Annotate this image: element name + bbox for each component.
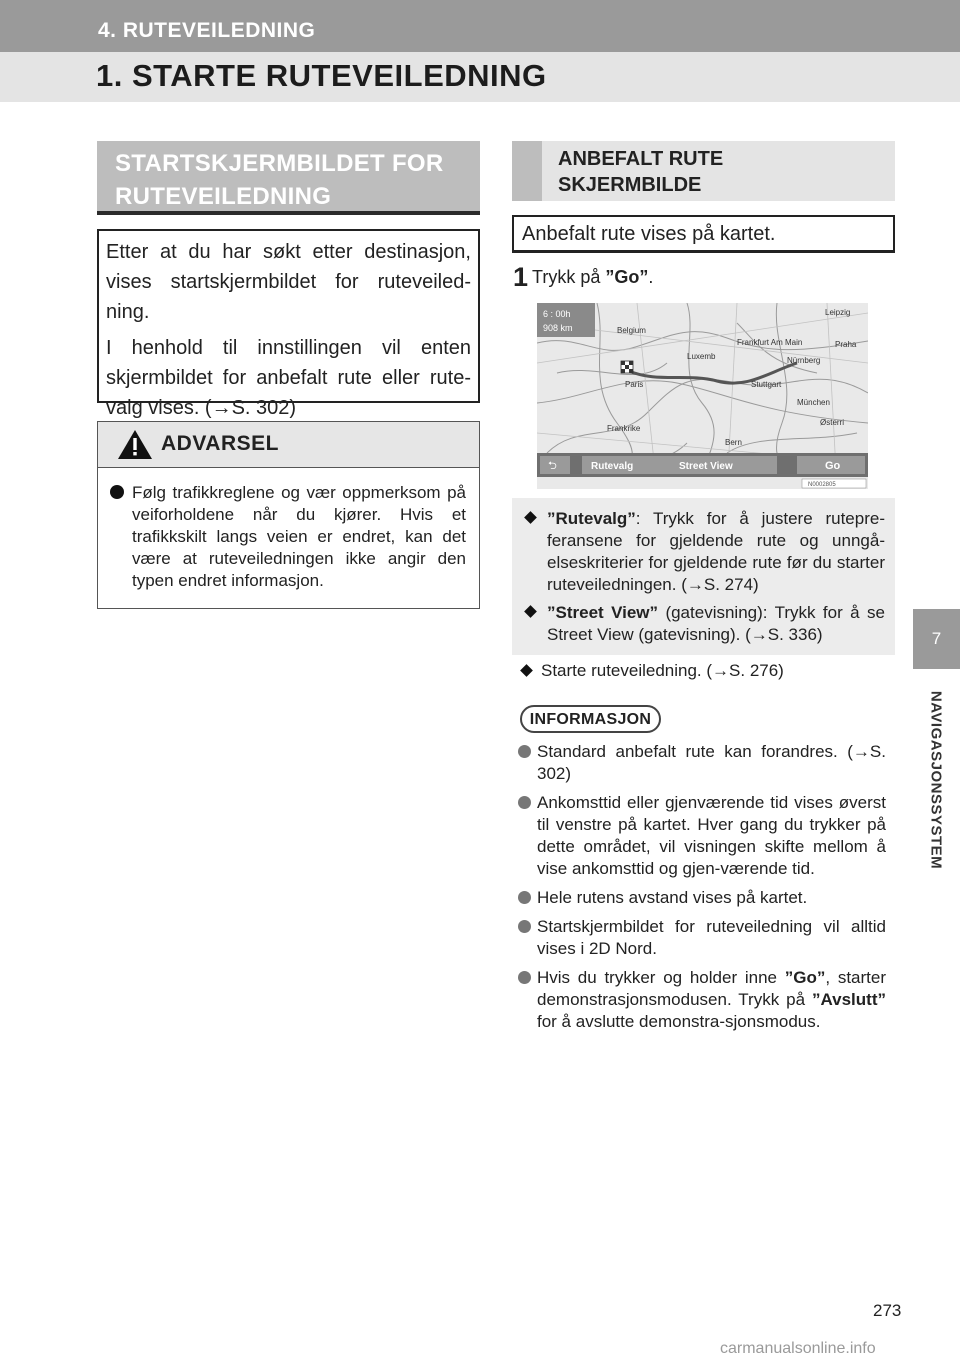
- chapter-label: NAVIGASJONSSYSTEM: [927, 690, 945, 870]
- step-1: [513, 262, 653, 293]
- map-city-label: Belgium: [617, 326, 646, 335]
- left-heading-bar: [97, 141, 480, 215]
- info-tag: INFORMASJON: [520, 705, 661, 733]
- page-title: 1. STARTE RUTEVEILEDNING: [96, 58, 547, 93]
- warning-box: [97, 421, 480, 609]
- map-city-label: Østerri: [820, 418, 844, 427]
- map-rutevalg-label: Rutevalg: [591, 461, 634, 472]
- map-city-label: Frankrike: [607, 424, 641, 433]
- info-list: [518, 741, 886, 1040]
- page-title-bar: [0, 52, 960, 102]
- info-bullet-icon: [518, 891, 531, 904]
- rutevalg-description: [522, 508, 885, 596]
- map-city-label: Leipzig: [825, 308, 851, 317]
- info-item: [518, 967, 886, 1033]
- intro-paragraph-1: Etter at du har søkt etter destinasjon, vises startskjermbildet for ruteveiled-ning.: [106, 241, 471, 323]
- figure-code: N0002805: [808, 482, 836, 488]
- step-text: Trykk på: [532, 267, 606, 287]
- step-go-label: ”Go”: [605, 267, 649, 287]
- navigation-map-screenshot: [537, 303, 868, 489]
- start-guidance-text: Starte ruteveiledning. (→S. 276): [541, 661, 784, 680]
- diamond-bullet-icon: [524, 605, 537, 618]
- start-guidance-line: [518, 660, 784, 682]
- warning-text: Følg trafikkreglene og vær oppmerksom på veiforholdene når du kjører. Hvis et trafikkskilt langs veien er endret, kan det være at ruteveiledningen ikke angir den typen endret informasjon.: [132, 483, 466, 590]
- info-item: [518, 792, 886, 880]
- info-bullet-icon: [518, 971, 531, 984]
- map-time: 6 : 00h: [543, 309, 571, 319]
- street-view-term: ”Street View”: [547, 603, 659, 622]
- button-description-box: [512, 498, 895, 655]
- info-text: Ankomsttid eller gjenværende tid vises øverst til venstre på kartet. Hver gang du trykker på dette området, vil visningen skifte mellom å vise ankomsttid og gjen-værende tid.: [537, 793, 886, 878]
- destination-flag-icon: [621, 361, 633, 373]
- watermark: carmanualsonline.info: [720, 1340, 876, 1357]
- map-distance: 908 km: [543, 323, 573, 333]
- map-city-label: Praha: [835, 340, 857, 349]
- diamond-bullet-icon: [520, 664, 533, 677]
- info-bullet-icon: [518, 745, 531, 758]
- map-city-label: Nürnberg: [787, 356, 821, 365]
- chapter-number-tab: 7: [913, 609, 960, 669]
- bullet-dot-icon: [110, 485, 124, 499]
- info-item: [518, 916, 886, 960]
- page-number: 273: [873, 1301, 902, 1320]
- map-city-label: Frankfurt Am Main: [737, 338, 803, 347]
- info-text: Startskjermbildet for ruteveiledning vil alltid vises i 2D Nord.: [537, 917, 886, 958]
- warning-header: [98, 422, 479, 468]
- rutevalg-term: ”Rutevalg”: [547, 509, 636, 528]
- map-city-label: Paris: [625, 380, 644, 389]
- intro-box: [97, 229, 480, 419]
- map-city-label: Bern: [725, 438, 742, 447]
- map-city-label: München: [797, 398, 830, 407]
- info-text: Standard anbefalt rute kan forandres. (→S. 302): [537, 742, 886, 783]
- step-text-end: .: [648, 267, 654, 287]
- rutevalg-text: : Trykk for å justere rutepre-feransene for gjeldende rute og unngå-elseskriterier for gjeldende rute før du starter ruteveiledningen. (→S. 274): [547, 509, 885, 594]
- warning-title: ADVARSEL: [161, 432, 279, 455]
- left-heading-line1: STARTSKJERMBILDET FOR: [115, 150, 444, 177]
- info-text: Hele rutens avstand vises på kartet.: [537, 888, 808, 907]
- warning-triangle-icon: [117, 429, 153, 460]
- recommended-route-box: Anbefalt rute vises på kartet.: [512, 215, 895, 253]
- warning-body: [98, 468, 479, 592]
- diamond-bullet-icon: [524, 511, 537, 524]
- left-heading-line2: RUTEVEILEDNING: [115, 183, 332, 210]
- info-text: , starter demonstrasjonsmodusen. Trykk på: [537, 968, 887, 1009]
- info-text: for å avslutte demonstra-sjonsmodus.: [537, 1012, 821, 1031]
- back-arrow-icon: ⮌: [548, 459, 557, 472]
- heading-accent-strip: [512, 141, 542, 201]
- info-avslutt-term: ”Avslutt”: [812, 990, 886, 1009]
- section-title: 4. RUTEVEILEDNING: [98, 19, 316, 42]
- info-text: Hvis du trykker og holder inne: [537, 968, 785, 987]
- right-heading: [558, 146, 723, 198]
- info-bullet-icon: [518, 920, 531, 933]
- map-city-label: Stuttgart: [751, 380, 782, 389]
- right-heading-bar: [512, 141, 895, 201]
- info-go-term: ”Go”: [784, 968, 826, 987]
- street-view-text: (gatevisning): Trykk for å se Street View (gatevisning). (→S. 336): [547, 603, 885, 644]
- intro-paragraph-2: I henhold til innstillingen vil enten skjermbildet for anbefalt rute eller rute-valg vises. (→S. 302): [106, 337, 471, 419]
- section-header-bar: [0, 0, 960, 52]
- info-item: [518, 741, 886, 785]
- info-item: [518, 887, 886, 909]
- map-city-label: Luxemb: [687, 352, 716, 361]
- info-bullet-icon: [518, 796, 531, 809]
- street-view-description: [522, 602, 885, 646]
- right-heading-line1: ANBEFALT RUTE: [558, 148, 724, 170]
- step-number: 1: [513, 262, 529, 292]
- map-go-label: Go: [825, 460, 841, 472]
- right-heading-line2: SKJERMBILDE: [558, 174, 702, 196]
- map-street-view-label: Street View: [679, 461, 733, 472]
